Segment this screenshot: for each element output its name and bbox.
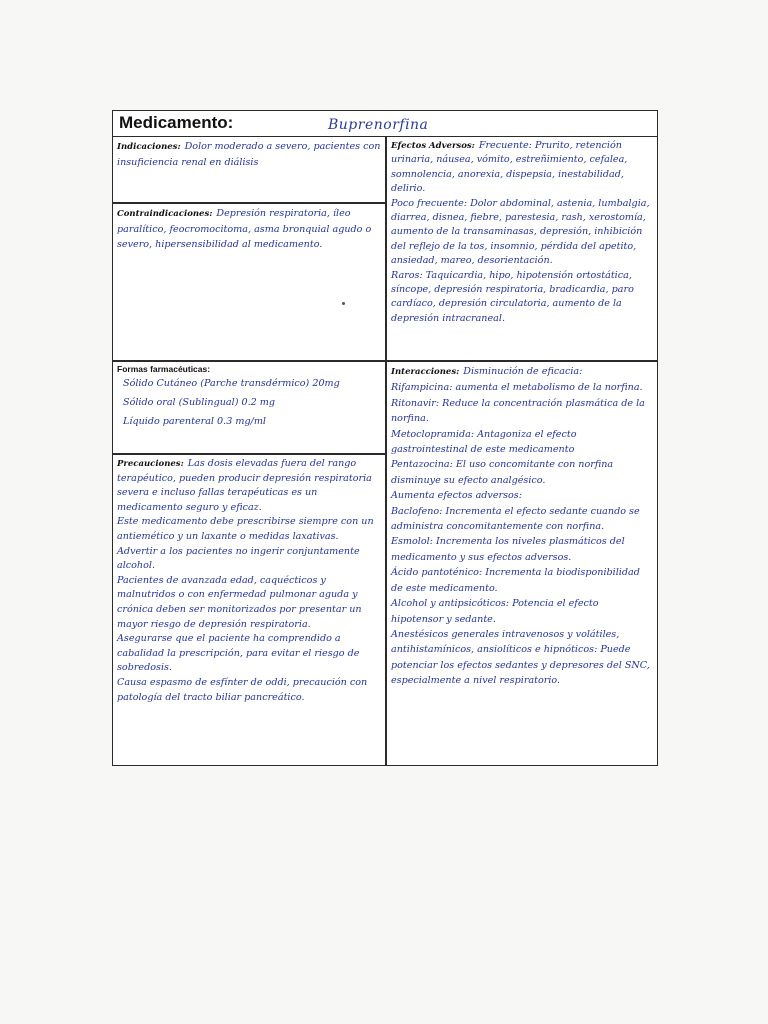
forma-line: Sólido Cutáneo (Parche transdérmico) 20mg (123, 378, 340, 389)
forma-line: Sólido oral (Sublingual) 0.2 mg (123, 397, 276, 408)
precaucion-paragraph: Causa espasmo de esfínter de oddi, precaución con patología del tracto biliar pancreático. (117, 676, 368, 703)
medicamento-label: Medicamento: (119, 113, 234, 132)
medication-form (112, 110, 658, 766)
interaccion-paragraph: Rifampicina: aumenta el metabolismo de la norfina. (391, 382, 643, 394)
interacciones-cell (387, 362, 657, 765)
ink-dot (342, 302, 345, 305)
precaucion-paragraph: Este medicamento debe prescribirse siempre con un antiemético y un laxante o medidas laxativas. (117, 516, 374, 542)
formas-title: Formas farmacéuticas: (117, 364, 211, 374)
interaccion-paragraph: Disminución de eficacia: (463, 366, 583, 377)
form-header (113, 111, 657, 137)
precaucion-paragraph: Asegurarse que el paciente ha comprendido a cabalidad la prescripción, para evitar el riesgo de sobredosis. (117, 633, 360, 674)
efectos-title: Efectos Adversos: (391, 141, 475, 151)
precauciones-title: Precauciones: (117, 459, 184, 469)
interacciones-title: Interacciones: (391, 367, 460, 377)
interaccion-paragraph: Ácido pantoténico: Incrementa la biodisponibilidad de este medicamento. (391, 567, 640, 594)
interaccion-paragraph: Esmolol: Incrementa los niveles plasmáticos del medicamento y sus efectos adversos. (391, 536, 625, 563)
efecto-paragraph: Frecuente: Prurito, retención urinaria, náusea, vómito, estreñimiento, cefalea, somnolencia, anorexia, dispepsia, inestabilidad, delirio. (391, 140, 628, 195)
indicaciones-title: Indicaciones: (117, 142, 181, 152)
efectos-adversos-cell (387, 137, 657, 360)
precaucion-paragraph: Las dosis elevadas fuera del rango terapéutico, pueden producir depresión respiratoria severa e incluso fallas terapéuticas es un medicamento seguro y eficaz. (117, 458, 372, 513)
interaccion-paragraph: Metoclopramida: Antagoniza el efecto gastrointestinal de este medicamento (391, 428, 577, 456)
indicaciones-cell (113, 137, 385, 202)
interaccion-paragraph: Alcohol y antipsicóticos: Potencia el efecto hipotensor y sedante. (391, 598, 599, 625)
interaccion-paragraph: Pentazocina: El uso concomitante con norfina disminuye su efecto analgésico. (391, 459, 614, 486)
interaccion-paragraph: Baclofeno: Incrementa el efecto sedante cuando se administra concomitantemente con norfina. (391, 505, 640, 533)
precauciones-cell (113, 455, 385, 765)
indicaciones-text: Dolor moderado a severo, pacientes con insuficiencia renal en diálisis (117, 141, 381, 168)
precaucion-paragraph: Advertir a los pacientes no ingerir conjuntamente alcohol. (117, 545, 360, 572)
precaucion-paragraph: Pacientes de avanzada edad, caquécticos y malnutridos o con enfermedad pulmonar aguda y crónica deben ser monitorizados por presentar un mayor riesgo de depresión respiratoria. (117, 574, 362, 630)
contraindicaciones-title: Contraindicaciones: (117, 209, 213, 219)
interaccion-paragraph: Aumenta efectos adversos: (391, 490, 522, 502)
forma-line: Líquido parenteral 0.3 mg/ml (123, 416, 266, 427)
interaccion-paragraph: Ritonavir: Reduce la concentración plasmática de la norfina. (391, 397, 645, 425)
interaccion-paragraph: Anestésicos generales intravenosos y volátiles, antihistamínicos, ansiolíticos e hipnóticos: Puede potenciar los efectos sedantes y depresores del SNC, especialmente a nivel respiratorio. (391, 628, 650, 687)
efecto-paragraph: Raros: Taquicardia, hipo, hipotensión ortostática, síncope, depresión respiratoria, bradicardia, paro cardíaco, depresión circulatoria, aumento de la depresión intracraneal. (391, 269, 634, 324)
efecto-paragraph: Poco frecuente: Dolor abdominal, astenia, lumbalgia, diarrea, disnea, fiebre, parestesia, rash, xerostomía, aumento de la transaminasas, depresión, inhibición del reflejo de la tos, insomnio, pérdida del apetito, ansiedad, mareo, desorientación. (391, 197, 650, 267)
formas-cell (113, 362, 385, 453)
drug-name: Buprenorfina (328, 117, 429, 133)
contraindicaciones-cell (113, 204, 385, 360)
contraindicaciones-text: Depresión respiratoria, íleo paralítico, feocromocitoma, asma bronquial agudo o severo, hipersensibilidad al medicamento. (117, 208, 372, 250)
